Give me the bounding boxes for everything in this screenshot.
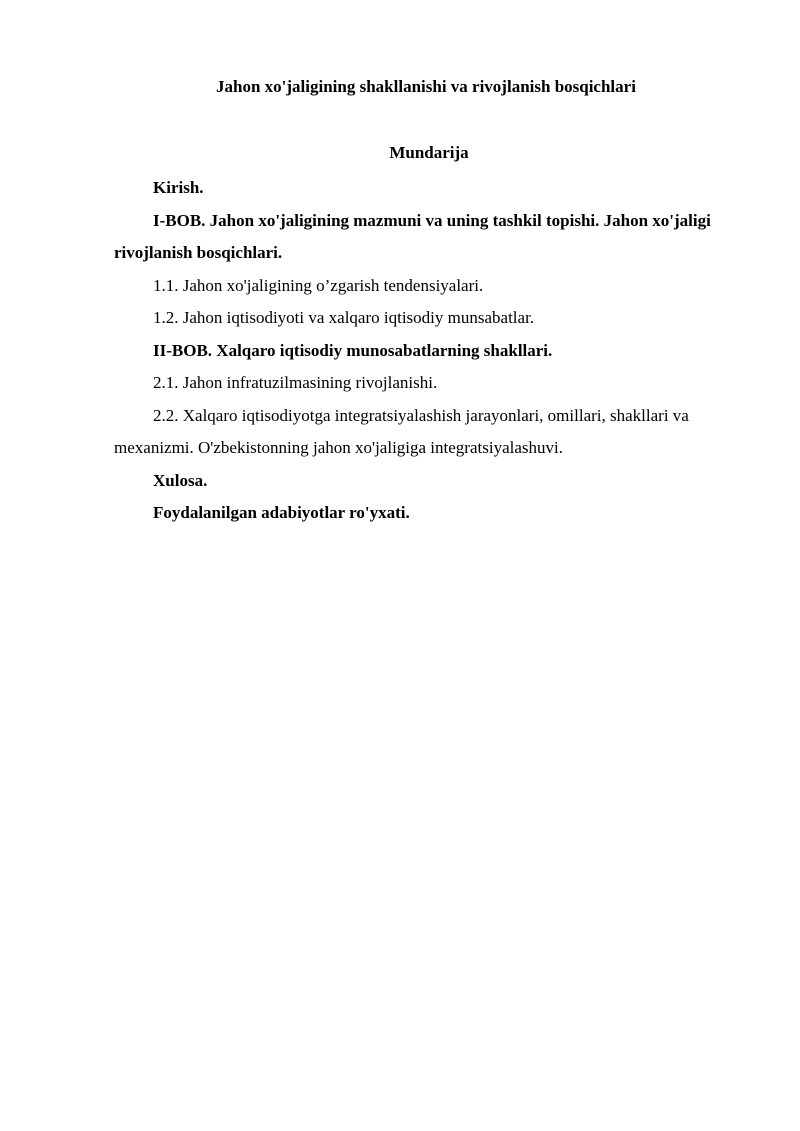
toc-heading: Mundarija <box>389 143 469 162</box>
toc-entry-conclusion: Xulosa. <box>153 470 208 490</box>
toc-entry-section-2-2: 2.2. Xalqaro iqtisodiyotga integratsiyalashish jarayonlari, omillari, shakllari va mexanizmi. O'zbekistonning jahon xo'jaligiga integratsiyalashuvi. <box>114 405 689 457</box>
toc-entry-section-1-1: 1.1. Jahon xo'jaligining o’zgarish tendensiyalari. <box>153 275 484 295</box>
toc-entry-section-1-2: 1.2. Jahon iqtisodiyoti va xalqaro iqtisodiy munsabatlar. <box>153 308 535 327</box>
toc-entry-chapter-1: I-BOB. Jahon xo'jaligining mazmuni va uning tashkil topishi. Jahon xo'jaligi rivojlanish bosqichlari. <box>114 210 711 262</box>
document-title: Jahon xo'jaligining shakllanishi va rivojlanish bosqichlari <box>216 77 636 96</box>
toc-entry-introduction: Kirish. <box>153 178 204 197</box>
toc-entry-section-2-1: 2.1. Jahon infratuzilmasining rivojlanishi. <box>153 373 438 392</box>
table-of-contents <box>114 172 734 530</box>
toc-entry-references: Foydalanilgan adabiyotlar ro'yxati. <box>153 503 410 522</box>
toc-entry-chapter-2: II-BOB. Xalqaro iqtisodiy munosabatlarning shakllari. <box>153 340 553 360</box>
